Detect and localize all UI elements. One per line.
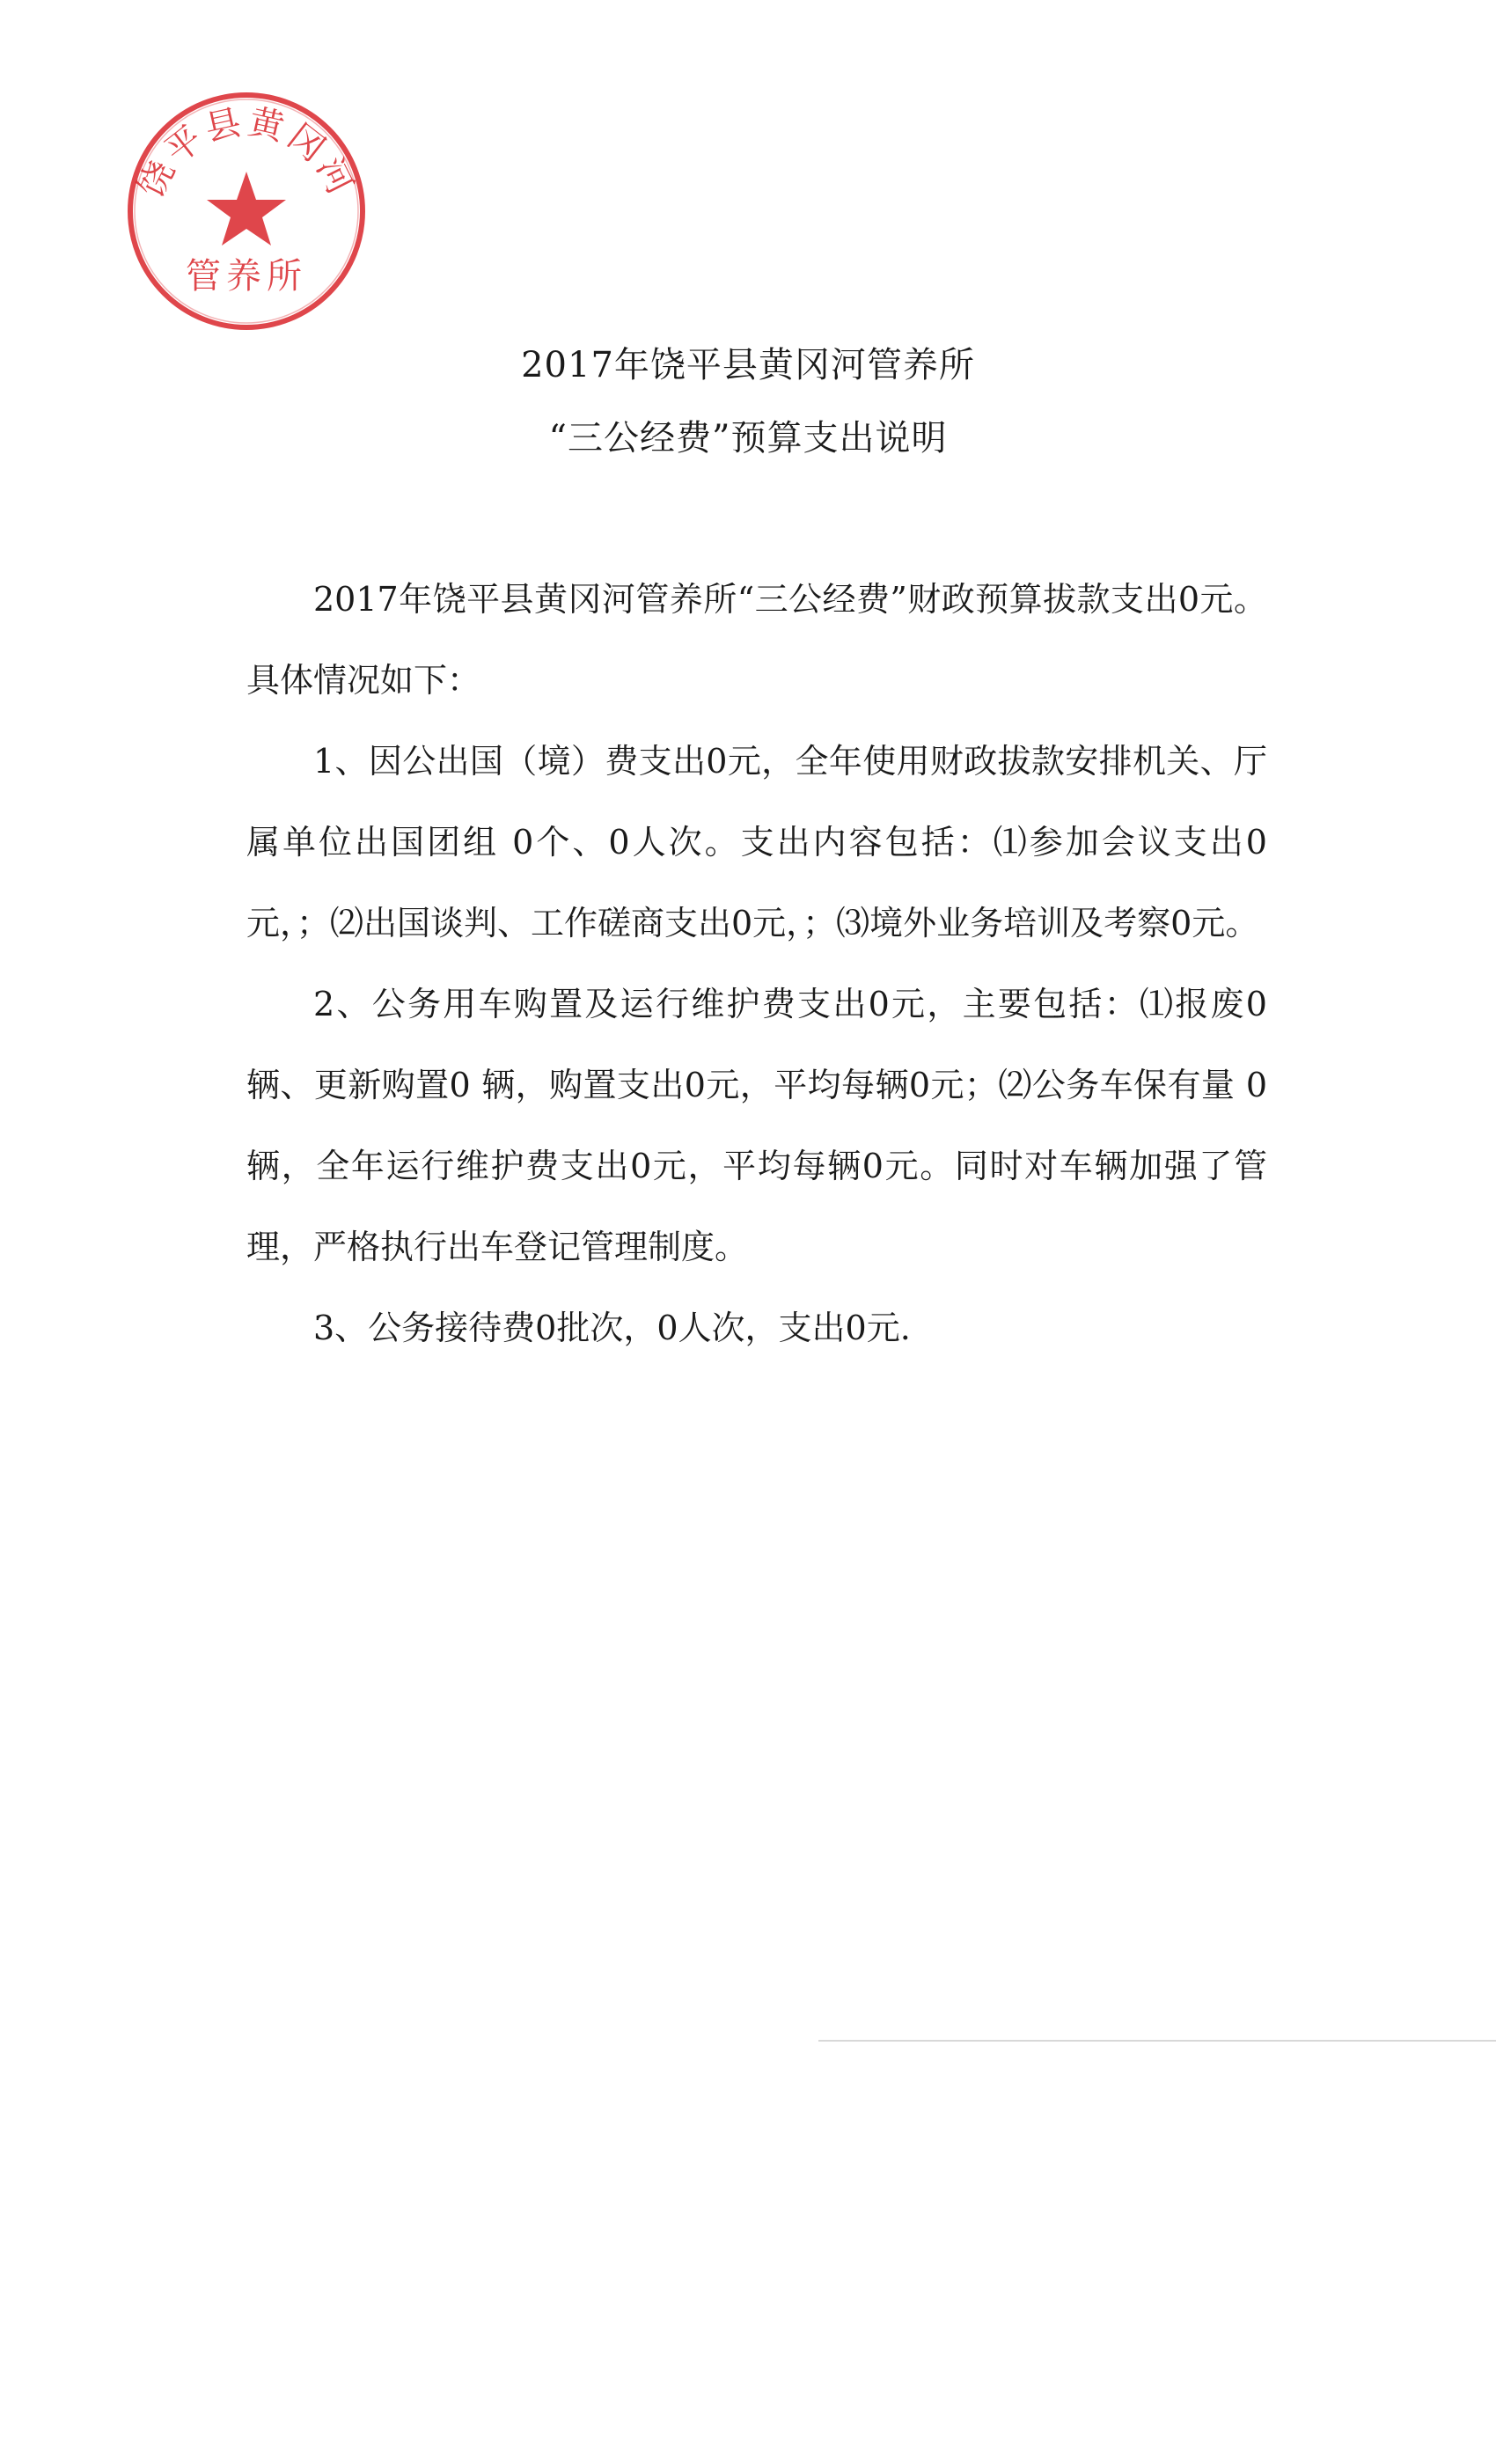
- paragraph-official-reception: 3、公务接待费0批次，0人次，支出0元.: [313, 1309, 911, 1347]
- paragraph-overseas-travel: 1、因公出国（境）费支出0元，全年使用财政拔款安排机关、厅属单位出国团组 0个、0人次。支出内容包括：⑴参加会议支出0元，；⑵出国谈判、工作磋商支出0元，；⑶境外业务培训及考察0元。: [246, 742, 1267, 942]
- document-body: [246, 559, 1267, 1368]
- document-title-line-1: 2017年饶平县黄冈河管养所: [521, 345, 975, 385]
- paragraph-official-vehicles: 2、公务用车购置及运行维护费支出0元，主要包括：⑴报废0 辆、更新购置0 辆，购置支出0元，平均每辆0元；⑵公务车保有量 0辆，全年运行维护费支出0元，平均每辆0元。同时对车辆加强了管理，严格执行出车登记管理制度。: [246, 985, 1267, 1266]
- star-icon: [207, 172, 286, 246]
- seal-top-text: 饶平县黄冈河: [130, 101, 363, 205]
- seal-graphic: [119, 84, 374, 339]
- scan-edge-line: [818, 2040, 1496, 2042]
- document-title-line-2: “三公经费”预算支出说明: [548, 418, 948, 458]
- official-seal: [119, 84, 374, 339]
- paragraph-intro: 2017年饶平县黄冈河管养所“三公经费”财政预算拔款支出0元。具体情况如下：: [246, 580, 1267, 700]
- seal-bottom-text: 管养所: [186, 256, 307, 297]
